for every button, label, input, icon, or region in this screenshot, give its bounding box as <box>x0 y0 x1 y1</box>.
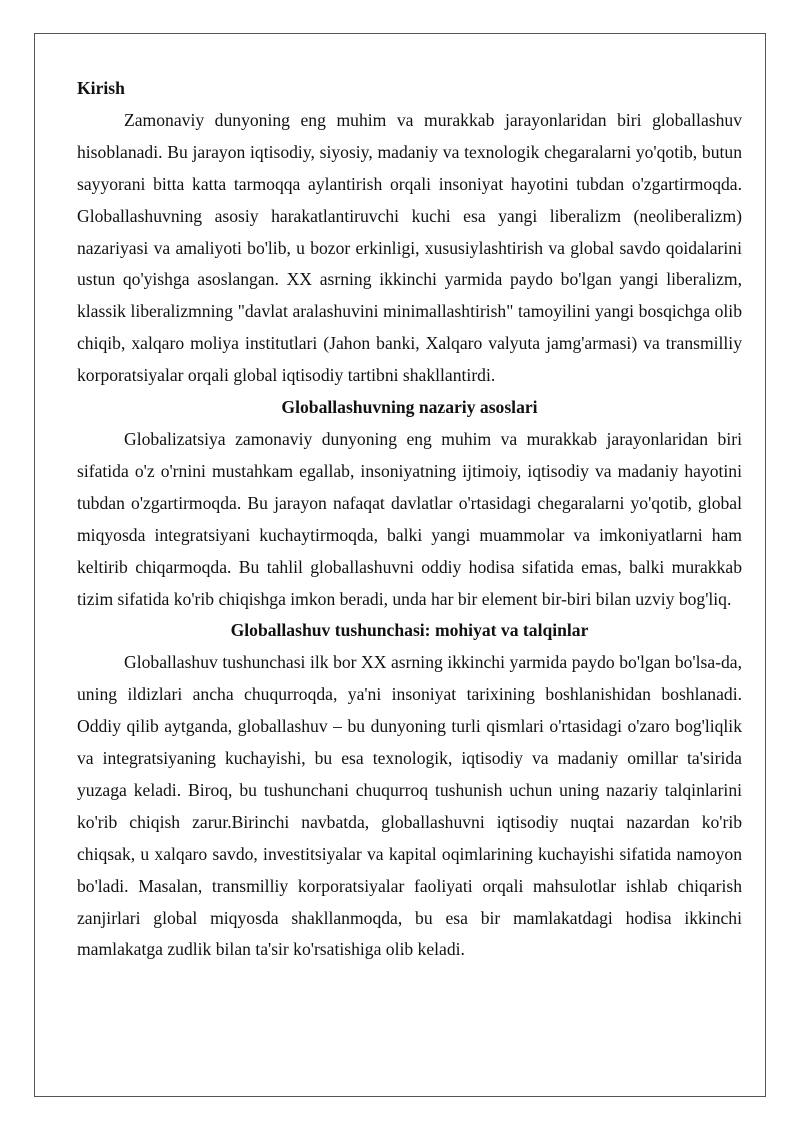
heading-tushunchasi: Globallashuv tushunchasi: mohiyat va talqinlar <box>230 620 589 641</box>
heading-nazariy-asoslari: Globallashuvning nazariy asoslari <box>281 397 538 418</box>
paragraph-kirish: Zamonaviy dunyoning eng muhim va murakkab jarayonlaridan biri globallashuv hisoblanadi. Bu jarayon iqtisodiy, siyosiy, madaniy va texnologik chegaralarni yo'qotib, butun sayyorani bitta katta tarmoqqa aylantirish orqali insoniyat hayotini tubdan o'zgartirmoqda. Globallashuvning asosiy harakatlantiruvchi kuchi esa yangi liberalizm (neoliberalizm) nazariyasi va amaliyoti bo'lib, u bozor erkinligi, xususiylashtirish va global savdo qoidalarini ustun qo'yishga asoslangan. XX asrning ikkinchi yarmida paydo bo'lgan yangi liberalizm, klassik liberalizmning "davlat aralashuvini minimallashtirish" tamoyilini yangi bosqichga olib chiqib, xalqaro moliya institutlari (Jahon banki, Xalqaro valyuta jamg'armasi) va transmilliy korporatsiyalar orqali global iqtisodiy tartibni shakllantirdi. <box>77 109 742 386</box>
paragraph-nazariy-asoslari: Globalizatsiya zamonaviy dunyoning eng muhim va murakkab jarayonlaridan biri sifatida o'z o'rnini mustahkam egallab, insoniyatning ijtimoiy, iqtisodiy va madaniy hayotini tubdan o'zgartirmoqda. Bu jarayon nafaqat davlatlar o'rtasidagi chegaralarni yo'qotib, global miqyosda integratsiyani kuchaytirmoqda, balki yangi muammolar va imkoniyatlarni ham keltirib chiqarmoqda. Bu tahlil globallashuvni oddiy hodisa sifatida emas, balki murakkab tizim sifatida ko'rib chiqishga imkon beradi, unda har bir element bir-biri bilan uzviy bog'liq. <box>77 428 742 609</box>
heading-kirish: Kirish <box>77 78 125 98</box>
paragraph-tushunchasi: Globallashuv tushunchasi ilk bor XX asrning ikkinchi yarmida paydo bo'lgan bo'lsa-da, uning ildizlari ancha chuqurroqda, ya'ni insoniyat tarixining boshlanishidan boshlanadi. Oddiy qilib aytganda, globallashuv – bu dunyoning turli qismlari o'rtasidagi o'zaro bog'liqlik va integratsiyaning kuchayishi, bu esa texnologik, iqtisodiy va madaniy omillar ta'sirida yuzaga keladi. Biroq, bu tushunchani chuqurroq tushunish uchun uning nazariy talqinlarini ko'rib chiqish zarur.Birinchi navbatda, globallashuvni iqtisodiy nuqtai nazardan ko'rib chiqsak, u xalqaro savdo, investitsiyalar va kapital oqimlarining kuchayishi sifatida namoyon bo'ladi. Masalan, transmilliy korporatsiyalar faoliyati orqali mahsulotlar ishlab chiqarish zanjirlari global miqyosda shakllanmoqda, bu esa bir mamlakatdagi hodisa ikkinchi mamlakatga zudlik bilan ta'sir ko'rsatishiga olib keladi. <box>77 652 742 960</box>
document-body <box>77 73 742 966</box>
